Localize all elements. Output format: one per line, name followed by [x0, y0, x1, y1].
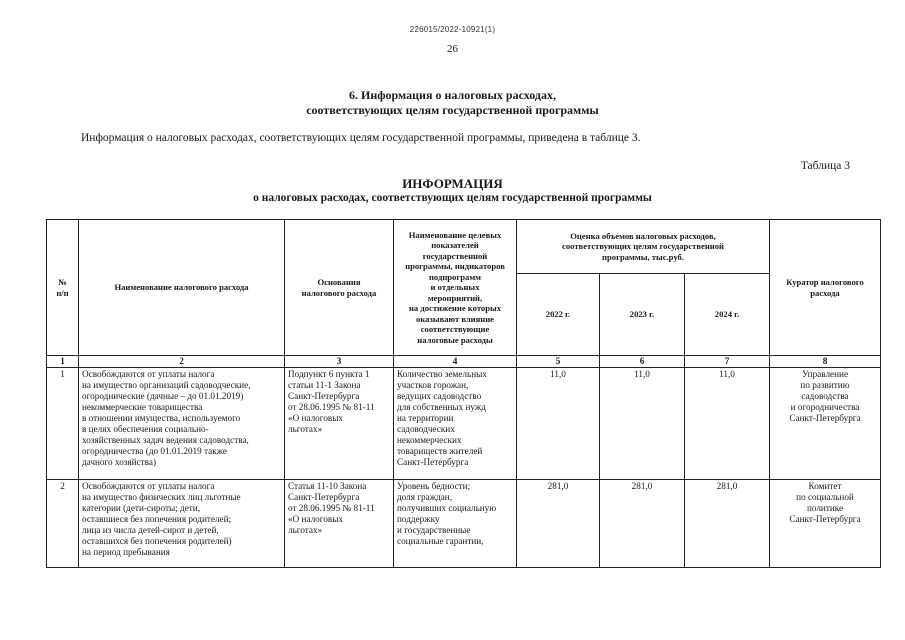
column-number: 7 [685, 356, 770, 368]
header-year-2022: 2022 г. [517, 274, 600, 356]
intro-text: Информация о налоговых расходах, соответствующих целям государственной программы, приведена в таблице 3. [81, 132, 641, 144]
row-name: Освобождаются от уплаты налога на имущество организаций садоводческие, огороднические (дачные – до 01.01.2019) некоммерческие товарищества в отношении имущества, используемого в целях обеспечения социально- хозяйственных задач ведения садоводства, огородничества (до 01.01.2019 также дачного хозяйства) [79, 368, 285, 480]
header-indicators: Наименование целевых показателей государственной программы, индикаторов подпрограмм и отдельных мероприятий, на достижение которых оказывают влияние соответствующие налоговые расходы [394, 220, 517, 356]
header-basis: Основания налогового расхода [285, 220, 394, 356]
header-year-2024: 2024 г. [685, 274, 770, 356]
table-row [47, 368, 881, 480]
info-subtitle: о налоговых расходах, соответствующих целям государственной программы [253, 192, 652, 204]
row-num: 2 [47, 480, 79, 568]
row-value-2022: 281,0 [517, 480, 600, 568]
table-label: Таблица 3 [800, 160, 850, 172]
document-id: 226015/2022-10921(1) [409, 25, 496, 34]
row-basis: Статья 11-10 Закона Санкт-Петербурга от 28.06.1995 № 81-11 «О налоговых льготах» [285, 480, 394, 568]
row-basis: Подпункт 6 пункта 1 статьи 11-1 Закона Санкт-Петербурга от 28.06.1995 № 81-11 «О налоговых льготах» [285, 368, 394, 480]
row-value-2023: 281,0 [600, 480, 685, 568]
header-name: Наименование налогового расхода [79, 220, 285, 356]
column-number: 8 [770, 356, 881, 368]
row-value-2024: 281,0 [685, 480, 770, 568]
page-number: 26 [447, 43, 458, 55]
column-number: 2 [79, 356, 285, 368]
header-num: № п/п [47, 220, 79, 356]
row-value-2024: 11,0 [685, 368, 770, 480]
section-title: 6. Информация о налоговых расходах, соответствующих целям государственной программы [306, 88, 599, 117]
row-curator: Комитет по социальной политике Санкт-Петербурга [770, 480, 881, 568]
row-indicator: Уровень бедности; доля граждан, получивших социальную поддержку и государственные социальные гарантии, [394, 480, 517, 568]
column-number-row [47, 356, 881, 368]
column-number: 4 [394, 356, 517, 368]
row-value-2022: 11,0 [517, 368, 600, 480]
row-name: Освобождаются от уплаты налога на имущество физических лиц льготные категории (дети-сироты; дети, оставшиеся без попечения родителей; лица из числа детей-сирот и детей, оставшихся без попечения родителей) на период пребывания [79, 480, 285, 568]
column-number: 5 [517, 356, 600, 368]
header-curator: Куратор налогового расхода [770, 220, 881, 356]
info-title: ИНФОРМАЦИЯ [402, 176, 503, 191]
header-row-1 [47, 220, 881, 274]
row-curator: Управление по развитию садоводства и огородничества Санкт-Петербурга [770, 368, 881, 480]
tax-expenditure-table [46, 219, 881, 568]
table-row [47, 480, 881, 568]
header-estimate-group: Оценка объемов налоговых расходов, соответствующих целям государственной программы, тыс.руб. [517, 220, 770, 274]
row-value-2023: 11,0 [600, 368, 685, 480]
header-year-2023: 2023 г. [600, 274, 685, 356]
row-indicator: Количество земельных участков горожан, ведущих садоводство для собственных нужд на территории садоводческих некоммерческих товариществ жителей Санкт-Петербурга [394, 368, 517, 480]
column-number: 3 [285, 356, 394, 368]
row-num: 1 [47, 368, 79, 480]
column-number: 6 [600, 356, 685, 368]
column-number: 1 [47, 356, 79, 368]
